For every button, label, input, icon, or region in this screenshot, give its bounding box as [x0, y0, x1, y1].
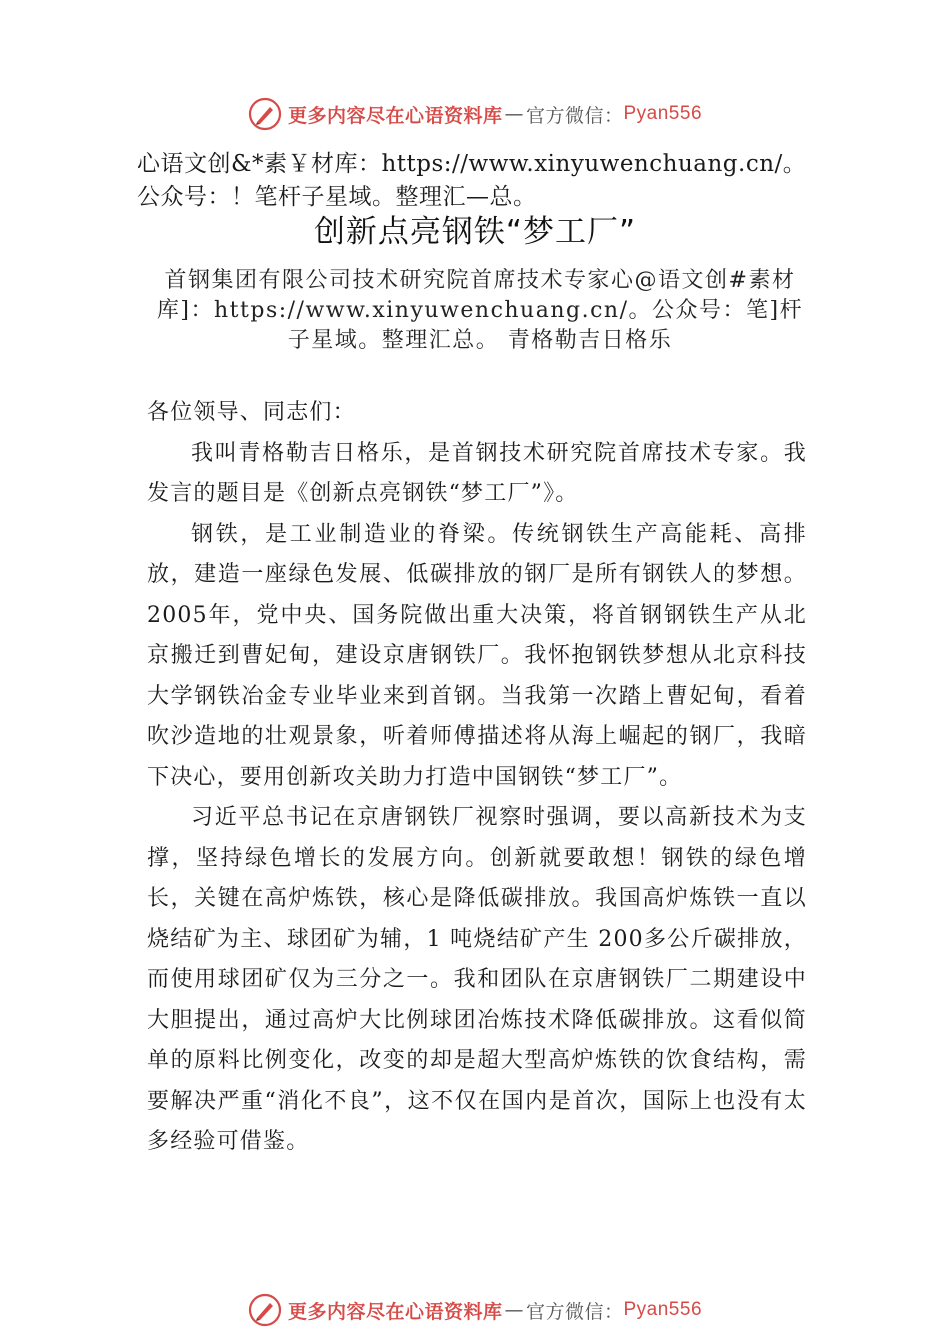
banner-wechat-label: 官方微信：	[525, 104, 624, 127]
pen-logo-icon	[248, 97, 282, 131]
paragraph-3: 习近平总书记在京唐钢铁厂视察时强调，要以高新技术为支撑，坚持绿色增长的发展方向。创新就要敢想！钢铁的绿色增长，关键在高炉炼铁，核心是降低碳排放。我国高炉炼铁一直以烧结矿为主、球团矿为辅，1 吨烧结矿产生 200多公斤碳排放，而使用球团矿仅为三分之一。我和团队在京唐钢铁厂二期建设中大胆提出，通过高炉大比例球团冶炼技术降低碳排放。这看似简单的原料比例变化，改变的却是超大型高炉炼铁的饮食结构，需要解决严重“消化不良”，这不仅在国内是首次，国际上也没有太多经验可借鉴。	[147, 805, 807, 1154]
banner-main-text: 更多内容尽在心语资料库	[287, 1300, 503, 1323]
author-byline: 首钢集团有限公司技术研究院首席技术专家心@语文创#素材库]：https://www.xinyuwenchuang.cn/。公众号：笔]杆子星域。整理汇总。 青格勒吉日格乐	[156, 268, 804, 353]
speech-body	[147, 393, 807, 1163]
paragraph-2: 钢铁，是工业制造业的脊梁。传统钢铁生产高能耗、高排放，建造一座绿色发展、低碳排放的钢厂是所有钢铁人的梦想。2005年，党中央、国务院做出重大决策，将首钢钢铁生产从北京搬迁到曹妃甸，建设京唐钢铁厂。我怀抱钢铁梦想从北京科技大学钢铁冶金专业毕业来到首钢。当我第一次踏上曹妃甸，看着吹沙造地的壮观景象，听着师傅描述将从海上崛起的钢厂，我暗下决心，要用创新攻关助力打造中国钢铁“梦工厂”。	[147, 521, 807, 790]
footer-banner	[0, 1290, 950, 1330]
salutation: 各位领导、同志们：	[147, 400, 356, 425]
source-note: 心语文创&*素￥材库：https://www.xinyuwenchuang.cn/。公众号：！笔杆子星域。整理汇—总。	[137, 151, 807, 210]
header-banner	[0, 94, 950, 134]
page-title: 创新点亮钢铁“梦工厂”	[313, 214, 637, 250]
paragraph-1: 我叫青格勒吉日格乐，是首钢技术研究院首席技术专家。我发言的题目是《创新点亮钢铁“梦工厂”》。	[147, 440, 807, 506]
banner-wechat-label: 官方微信：	[525, 1300, 624, 1323]
banner-wechat-id: Pyan556	[623, 1299, 703, 1320]
pen-logo-icon	[248, 1293, 282, 1327]
banner-dash: —	[504, 1299, 524, 1321]
banner-dash: —	[504, 103, 524, 125]
banner-main-text: 更多内容尽在心语资料库	[287, 104, 503, 127]
banner-wechat-id: Pyan556	[623, 103, 703, 124]
